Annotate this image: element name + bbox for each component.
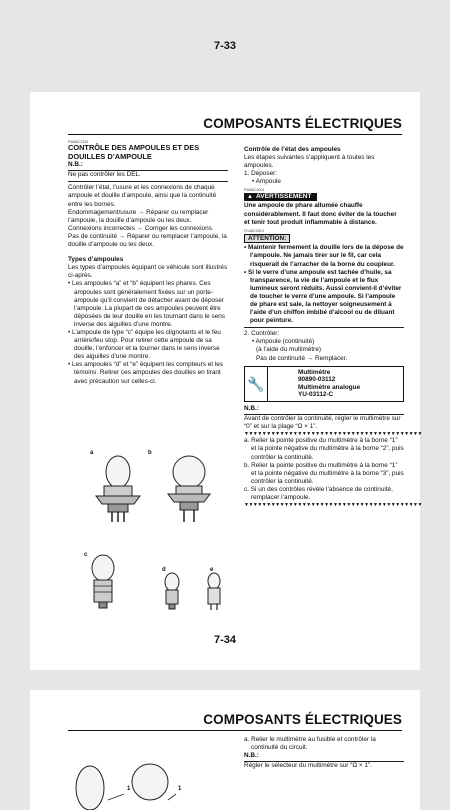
bulb-c-icon	[88, 554, 118, 612]
step: 2. Contrôler:	[244, 330, 280, 338]
paragraph: Connexions incorrectes → Corriger les connexions.	[68, 224, 214, 232]
bulb-a-icon	[90, 452, 146, 524]
triangle-separator: ▼▼▼▼▼▼▼▼▼▼▼▼▼▼▼▼▼▼▼▼▼▼▼▼▼▼▼▼▼▼▼▼▼▼▼▼▼▼▼▼	[244, 431, 422, 438]
bulb-label-b: b	[148, 450, 152, 456]
bulb-diagram-icon	[68, 748, 178, 808]
bulb-label-c: c	[84, 552, 88, 558]
next-right-column	[244, 736, 404, 770]
attention-badge: ATTENTION:	[244, 234, 290, 244]
paragraph: Les étapes suivantes s’appliquent à toutes les ampoules.	[244, 154, 375, 170]
paragraph: Pas de continuité → Réparer ou remplacer l’ampoule, la douille d’ampoule ou les deux.	[68, 232, 227, 249]
right-column	[244, 146, 422, 509]
next-page-header: COMPOSANTS ÉLECTRIQUES	[203, 712, 402, 727]
next-header-rule	[68, 730, 402, 731]
nb-separator	[68, 181, 228, 182]
substep: a. Relier la pointe positive du multimètre à la borne “1” et la pointe négative du multimètre à la borne “2”, puis contrôler la continuité.	[244, 437, 404, 461]
tool-box	[244, 366, 404, 402]
step-item: • Ampoule (continuité)	[252, 338, 315, 346]
subsection-title: Contrôle de l’état des ampoules	[244, 146, 341, 153]
tool-name: Multimètre	[298, 368, 331, 376]
bulb-label-a: a	[90, 450, 94, 456]
nb-text: Régler le sélecteur du multimètre sur “Ω × 1”.	[244, 762, 372, 770]
attention-bullet: • Maintenir fermement la douille lors de la dépose de l’ampoule. Ne jamais tirer sur le fil, car cela risquerait de l’arracher de la borne du coupleur.	[244, 244, 404, 268]
warning-badge	[244, 193, 317, 201]
callout-1: 1	[127, 786, 131, 792]
step-sub: Pas de continuité → Remplacer.	[256, 354, 348, 362]
bulb-e-icon	[205, 572, 223, 612]
left-column	[68, 138, 228, 386]
bulb-d-icon	[162, 572, 182, 612]
substep: c. Si un des contrôles révèle l’absence de continuité, remplacer l’ampoule.	[244, 485, 393, 501]
nb-label: N.B.:	[244, 405, 404, 415]
section-title: CONTRÔLE DES AMPOULES ET DES DOUILLES D’AMPOULE	[68, 143, 200, 161]
nb-text: Ne pas contrôler les DEL.	[68, 171, 141, 179]
nb-label: N.B.:	[244, 752, 404, 762]
paragraph: Les types d’ampoules équipant ce véhicule sont illustrés ci-après.	[68, 264, 228, 280]
attention-separator	[244, 327, 404, 328]
warning-text: Une ampoule de phare allumée chauffe considérablement. Il faut donc éviter de la toucher et tenir tout produit inflammable à distance.	[244, 202, 397, 226]
step-sub: (à l’aide du multimètre)	[256, 346, 321, 354]
bullet-item: • Les ampoules “d” et “e” équipent les compteurs et les témoins. Retirer ces ampoules des douilles en tirant avec précaution sur celles-ci.	[68, 361, 223, 385]
subsection-title: Types d’ampoules	[68, 256, 124, 264]
page-number: 7-34	[213, 634, 237, 646]
warning-triangle-icon: ▲	[247, 194, 253, 201]
nb-label: N.B.:	[68, 161, 228, 171]
attention-code: FCA6C3014	[244, 228, 264, 233]
bulb-label-d: d	[162, 567, 166, 573]
callout-1: 1	[178, 786, 182, 792]
step-item: • Ampoule	[252, 178, 281, 186]
bullet-item: • L’ampoule de type “c” équipe les clignotants et le feu arrière/feu stop. Pour retirer cette ampoule de sa douille, l’enfoncer et la tourner dans le sens inverse des aiguilles d’une montre.	[68, 328, 221, 361]
multimeter-icon: 🔧	[245, 367, 268, 401]
substep: a. Relier le multimètre au fusible et contrôler la continuité du circuit.	[244, 736, 376, 752]
warning-code: FWA6C3001	[244, 188, 265, 193]
step: 1. Déposer:	[244, 170, 278, 178]
attention-bullet: • Si le verre d’une ampoule est tachée d’huile, sa transparence, la vie de l’ampoule et le flux lumineux seront réduits. Aussi convient-il d’éviter de toucher le verre d’une ampoule. Si l’ampoule de phare est sale, la nettoyer soigneusement à l’aide d’un chiffon imbibé d’alcool ou de diluant pour peinture.	[244, 268, 402, 325]
paragraph: Endommagement/usure → Réparer ou remplacer l’ampoule, la douille d’ampoule ou les deux.	[68, 208, 209, 224]
paragraph: Contrôler l’état, l’usure et les connexions de chaque ampoule et douille d’ampoule, ainsi que la continuité entre les bornes.	[68, 184, 217, 208]
tool-number-alt: YU-03112-C	[298, 391, 334, 399]
section-code: FWA6C3110	[68, 140, 89, 144]
next-page-sheet	[30, 690, 420, 810]
tool-number: 90890-03112	[298, 376, 336, 384]
page-header: COMPOSANTS ÉLECTRIQUES	[203, 116, 402, 131]
bullet-item: • Les ampoules “a” et “b” équipent les phares. Ces ampoules sont généralement fixées sur un porte-ampoule qu’il convient de détacher avant de déposer l’ampoule. La plupart de ces ampoules peuvent être déposées de leur douille en les tournant dans le sens inverse des aiguilles d’une montre.	[68, 280, 225, 328]
bulb-b-icon	[160, 452, 218, 524]
top-page-number: 7-33	[213, 40, 237, 52]
header-rule	[68, 134, 402, 135]
triangle-separator-end: ▼▼▼▼▼▼▼▼▼▼▼▼▼▼▼▼▼▼▼▼▼▼▼▼▼▼▼▼▼▼▼▼▼▼▼▼▼▼▼▼	[244, 502, 422, 509]
tool-name-alt: Multimètre analogue	[298, 383, 361, 391]
page-sheet	[30, 92, 420, 670]
warning-label: AVERTISSEMENT	[255, 193, 312, 201]
substep: b. Relier la pointe positive du multimètre à la borne “1” et la pointe négative du multimètre à la borne “3”, puis contrôler la continuité.	[244, 461, 404, 485]
nb-text: Avant de contrôler la continuité, régler le multimètre sur “0” et sur la plage “Ω × 1”.	[244, 415, 401, 431]
bulb-label-e: e	[210, 567, 214, 573]
